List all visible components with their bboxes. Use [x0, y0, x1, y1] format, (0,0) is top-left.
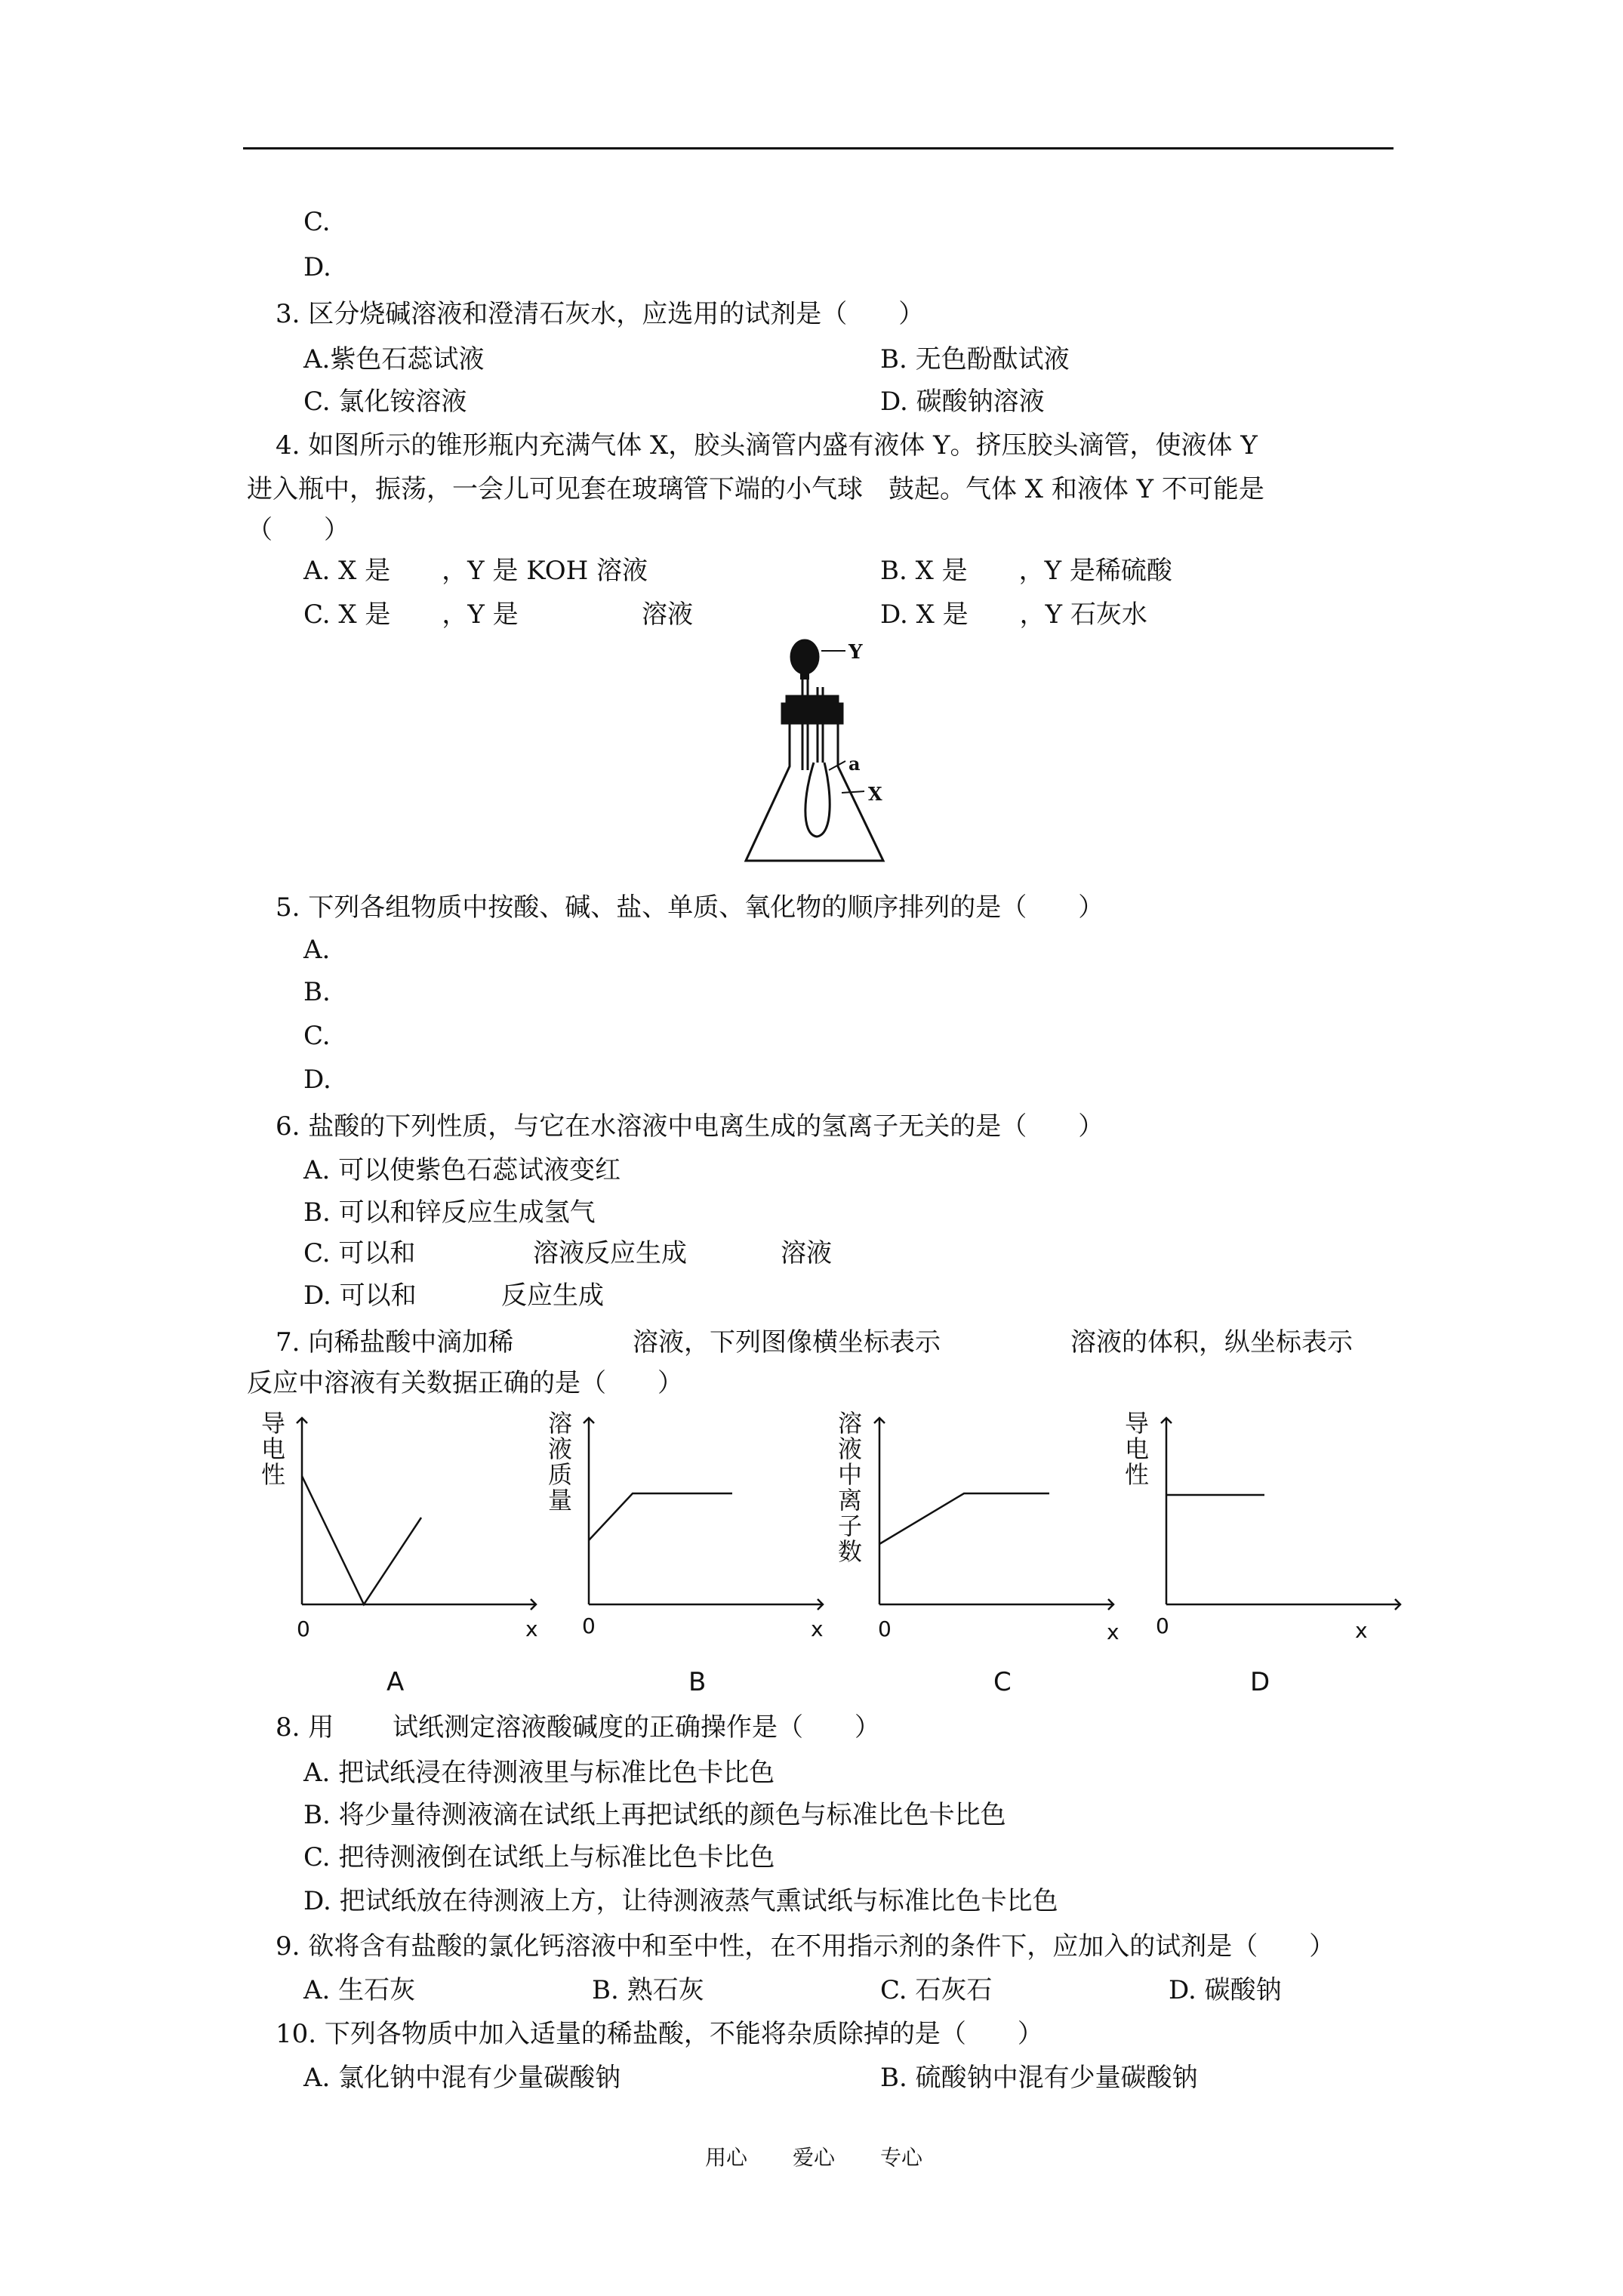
header-rule: [243, 147, 1394, 149]
graph-b-caption: B: [688, 1667, 707, 1697]
q6-option-c-tail: 溶液: [781, 1238, 832, 1268]
footer-word-3: 专心: [880, 2145, 923, 2170]
q6-option-d: D. 可以和: [303, 1281, 417, 1311]
q6-option-a: A. 可以使紫色石蕊试液变红: [303, 1155, 621, 1185]
q8-stem-part1: 8. 用: [276, 1712, 334, 1743]
q10-option-a: A. 氯化钠中混有少量碳酸钠: [303, 2063, 621, 2093]
q9-stem: 9. 欲将含有盐酸的氯化钙溶液中和至中性，在不用指示剂的条件下，应加入的试剂是（ ）: [276, 1931, 1335, 1962]
q7-stem-part2: 溶液，下列图像横坐标表示: [633, 1327, 941, 1358]
q3-option-a: A.紫色石蕊试液: [303, 344, 485, 374]
q7-stem-part3: 溶液的体积，纵坐标表示: [1070, 1327, 1353, 1358]
graph-a-curve: [302, 1476, 421, 1604]
graph-d-origin: 0: [1156, 1613, 1169, 1638]
graph-b-curve: [589, 1493, 732, 1540]
dropper-bulb: [791, 640, 818, 673]
q6-stem: 6. 盐酸的下列性质，与它在水溶液中电离生成的氢离子无关的是（ ）: [276, 1111, 1104, 1142]
graph-a-ylabel: 导电性: [261, 1409, 286, 1489]
q4-option-c: C. X 是 ，Y 是: [303, 599, 519, 630]
q9-option-d: D. 碳酸钠: [1169, 1975, 1282, 2005]
q4-stem-line2: 进入瓶中，振荡，一会儿可见套在玻璃管下端的小气球 鼓起。气体 X 和液体 Y 不可能是: [247, 474, 1264, 504]
q4-option-b: B. X 是 ，Y 是稀硫酸: [880, 556, 1172, 586]
q6-option-b: B. 可以和锌反应生成氢气: [303, 1197, 596, 1228]
q5-option-b: B.: [303, 977, 331, 1007]
q6-option-d-tail: 反应生成: [501, 1281, 604, 1311]
graph-c-ylabel: 溶液中离子数: [838, 1409, 863, 1566]
q8-option-d: D. 把试纸放在待测液上方，让待测液蒸气熏试纸与标准比色卡比色: [303, 1886, 1058, 1916]
graph-d-ylabel: 导电性: [1125, 1409, 1150, 1489]
q3-stem: 3. 区分烧碱溶液和澄清石灰水，应选用的试剂是（ ）: [276, 299, 925, 329]
q8-option-b: B. 将少量待测液滴在试纸上再把试纸的颜色与标准比色卡比色: [303, 1800, 1006, 1830]
q4-flask-figure: [732, 634, 913, 868]
graph-c-curve: [879, 1493, 1049, 1544]
q9-option-a: A. 生石灰: [303, 1975, 416, 2005]
q9-option-c: C. 石灰石: [880, 1975, 993, 2005]
q2-option-d: D.: [303, 252, 331, 282]
q8-option-c: C. 把待测液倒在试纸上与标准比色卡比色: [303, 1842, 775, 1872]
q5-option-c: C.: [303, 1021, 331, 1051]
graph-c-axes: [879, 1418, 1113, 1604]
q5-stem: 5. 下列各组物质中按酸、碱、盐、单质、氧化物的顺序排列的是（ ）: [276, 892, 1104, 923]
q6-option-c-mid: 溶液反应生成: [533, 1238, 687, 1268]
footer-word-1: 用心: [705, 2145, 748, 2170]
flask-label-y: Y: [848, 641, 863, 664]
q3-option-d: D. 碳酸钠溶液: [880, 387, 1045, 417]
graph-b-axes: [589, 1418, 823, 1604]
q4-stem-line1: 4. 如图所示的锥形瓶内充满气体 X，胶头滴管内盛有液体 Y。挤压胶头滴管，使液体 Y: [276, 430, 1258, 461]
q3-option-b: B. 无色酚酞试液: [880, 344, 1070, 374]
q8-stem-part2: 试纸测定溶液酸碱度的正确操作是（ ）: [393, 1712, 880, 1743]
graph-c-xlabel: x: [1107, 1620, 1119, 1644]
q7-stem-part1: 7. 向稀盐酸中滴加稀: [276, 1327, 514, 1358]
graph-a-xlabel: x: [525, 1616, 538, 1641]
q6-option-c: C. 可以和: [303, 1238, 416, 1268]
graph-d-caption: D: [1250, 1667, 1270, 1697]
graph-d-axes: [1166, 1418, 1400, 1604]
graph-c-caption: C: [993, 1667, 1012, 1697]
q10-option-b: B. 硫酸钠中混有少量碳酸钠: [880, 2063, 1198, 2093]
graph-a-caption: A: [387, 1667, 405, 1697]
q5-option-a: A.: [303, 935, 331, 965]
q10-stem: 10. 下列各物质中加入适量的稀盐酸，不能将杂质除掉的是（ ）: [276, 2019, 1043, 2049]
graph-b-origin: 0: [582, 1613, 596, 1638]
graph-d-xlabel: x: [1355, 1618, 1368, 1643]
q8-option-a: A. 把试纸浸在待测液里与标准比色卡比色: [303, 1758, 775, 1788]
flask-stopper: [782, 704, 842, 723]
graph-a-axes: [302, 1418, 536, 1604]
q9-option-b: B. 熟石灰: [592, 1975, 704, 2005]
q7-stem-line2: 反应中溶液有关数据正确的是（ ）: [247, 1368, 683, 1398]
graph-c-origin: 0: [878, 1616, 892, 1641]
q4-stem-line3: （ ）: [247, 515, 350, 545]
q4-option-d: D. X 是 ，Y 石灰水: [880, 599, 1147, 630]
graph-b-ylabel: 溶液质量: [548, 1409, 573, 1515]
q4-option-a: A. X 是 ，Y 是 KOH 溶液: [303, 556, 648, 586]
q4-option-c-tail: 溶液: [642, 599, 693, 630]
q5-option-d: D.: [303, 1065, 331, 1095]
footer-word-2: 爱心: [793, 2145, 836, 2170]
q3-option-c: C. 氯化铵溶液: [303, 387, 467, 417]
q2-option-c: C.: [303, 207, 331, 237]
flask-label-a: a: [848, 753, 861, 775]
flask-label-x: X: [868, 783, 882, 805]
graph-a-origin: 0: [297, 1616, 310, 1641]
graph-b-xlabel: x: [811, 1616, 824, 1641]
balloon: [805, 763, 830, 837]
